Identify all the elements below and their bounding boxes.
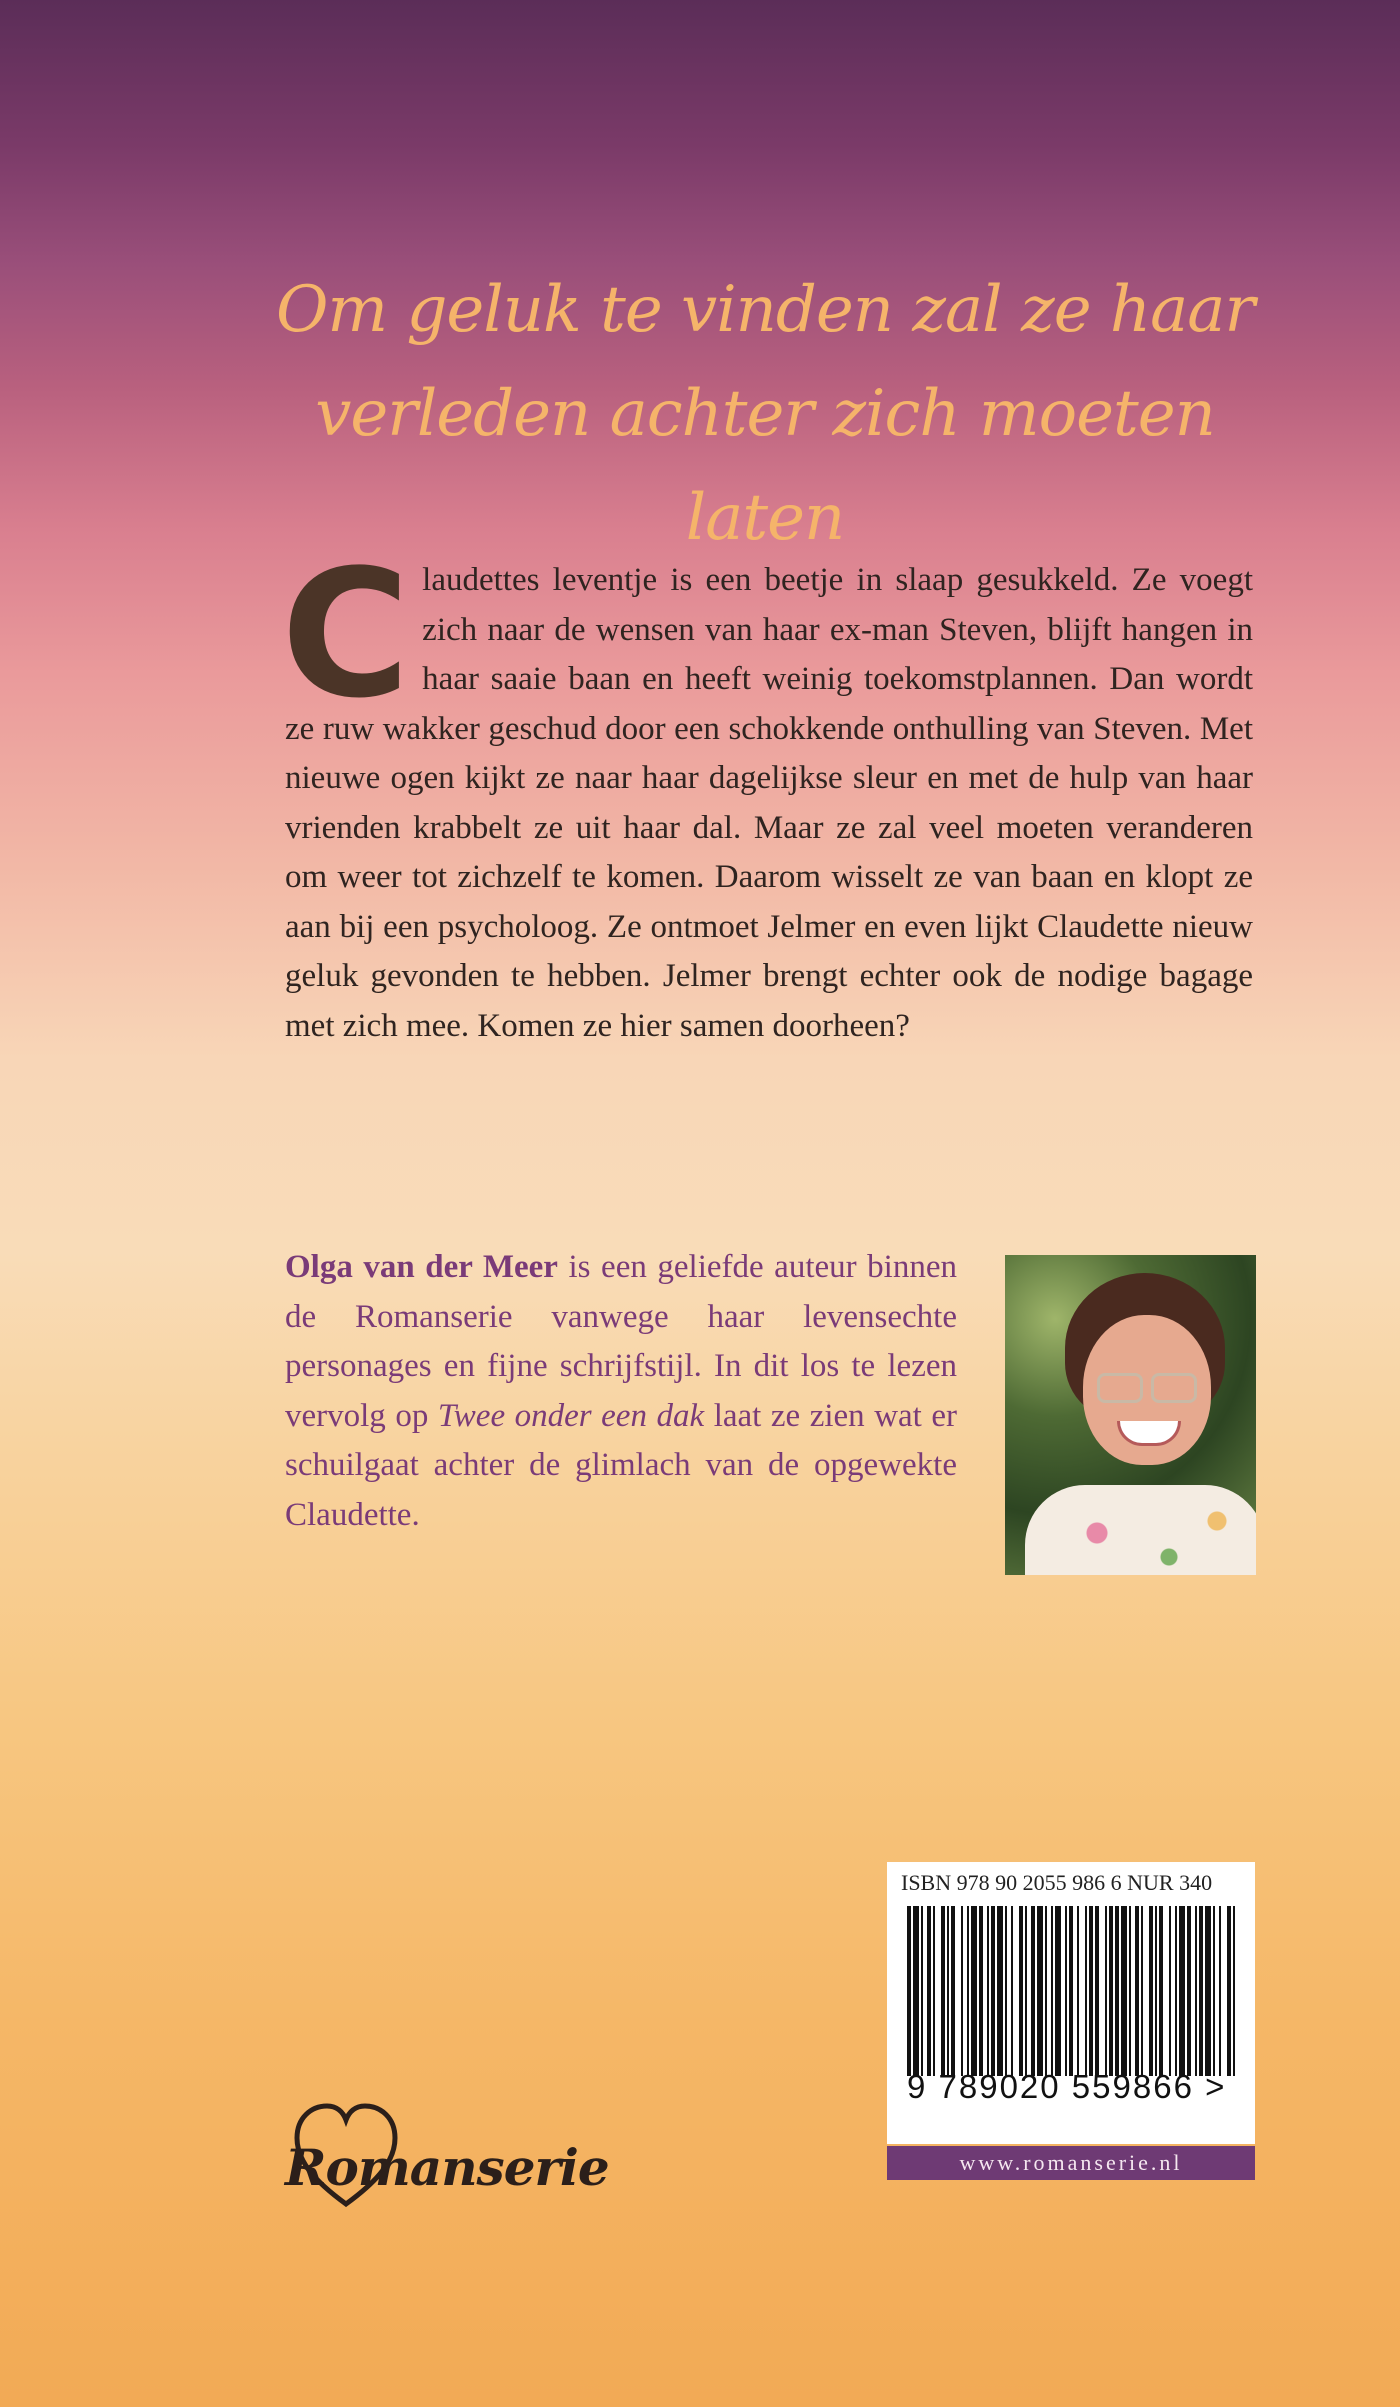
barcode bbox=[887, 1862, 1255, 2144]
logo-text: Romanserie bbox=[285, 2138, 609, 2197]
publisher-logo bbox=[285, 2100, 609, 2215]
barcode-bars bbox=[907, 1906, 1237, 2076]
author-bio-text-2: laat ze zien wat er schuilgaat achter de glimlach van de opgewekte Claudette. bbox=[285, 1397, 958, 1533]
tagline bbox=[250, 258, 1280, 570]
blurb-text: laudettes leventje is een beetje in slaap gesukkeld. Ze voegt zich naar de wensen van haar ex-man Steven, blijft hangen in haar saaie baan en heeft weinig toekomstplannen. Dan wordt ze ruw wakker geschud door een schokkende onthulling van Steven. Met nieuwe ogen kijkt ze naar haar dagelijkse sleur en met de hulp van haar vrienden krabbelt ze uit haar dal. Maar ze zal veel moeten veranderen om weer tot zichzelf te komen. Daarom wisselt ze van baan en klopt ze aan bij een psycholoog. Ze ontmoet Jelmer en even lijkt Claudette nieuw geluk gevonden te hebben. Jelmer brengt echter ook de nodige bagage met zich mee. Komen ze hier samen doorheen? bbox=[285, 562, 1253, 1044]
author-bio-text-1: is een geliefde auteur binnen de Romanserie vanwege haar levensechte personages en fijne schrijfstijl. In dit los te lezen vervolg op bbox=[285, 1249, 957, 1434]
previous-book-title: Twee onder een dak bbox=[437, 1397, 705, 1434]
drop-cap: C bbox=[281, 532, 411, 737]
author-name: Olga van der Meer bbox=[285, 1249, 558, 1285]
tagline-line-1: Om geluk te vinden zal ze haar bbox=[275, 273, 1255, 347]
barcode-digits: 9 789020 559866 > bbox=[907, 2068, 1227, 2105]
tagline-line-2: verleden achter zich moeten laten bbox=[315, 377, 1215, 555]
book-blurb bbox=[281, 532, 1253, 1051]
author-bio bbox=[285, 1243, 957, 1540]
website-url[interactable]: www.romanserie.nl bbox=[887, 2146, 1255, 2180]
author-photo bbox=[1005, 1255, 1256, 1575]
isbn-text: ISBN 978 90 2055 986 6 NUR 340 bbox=[901, 1870, 1213, 1895]
